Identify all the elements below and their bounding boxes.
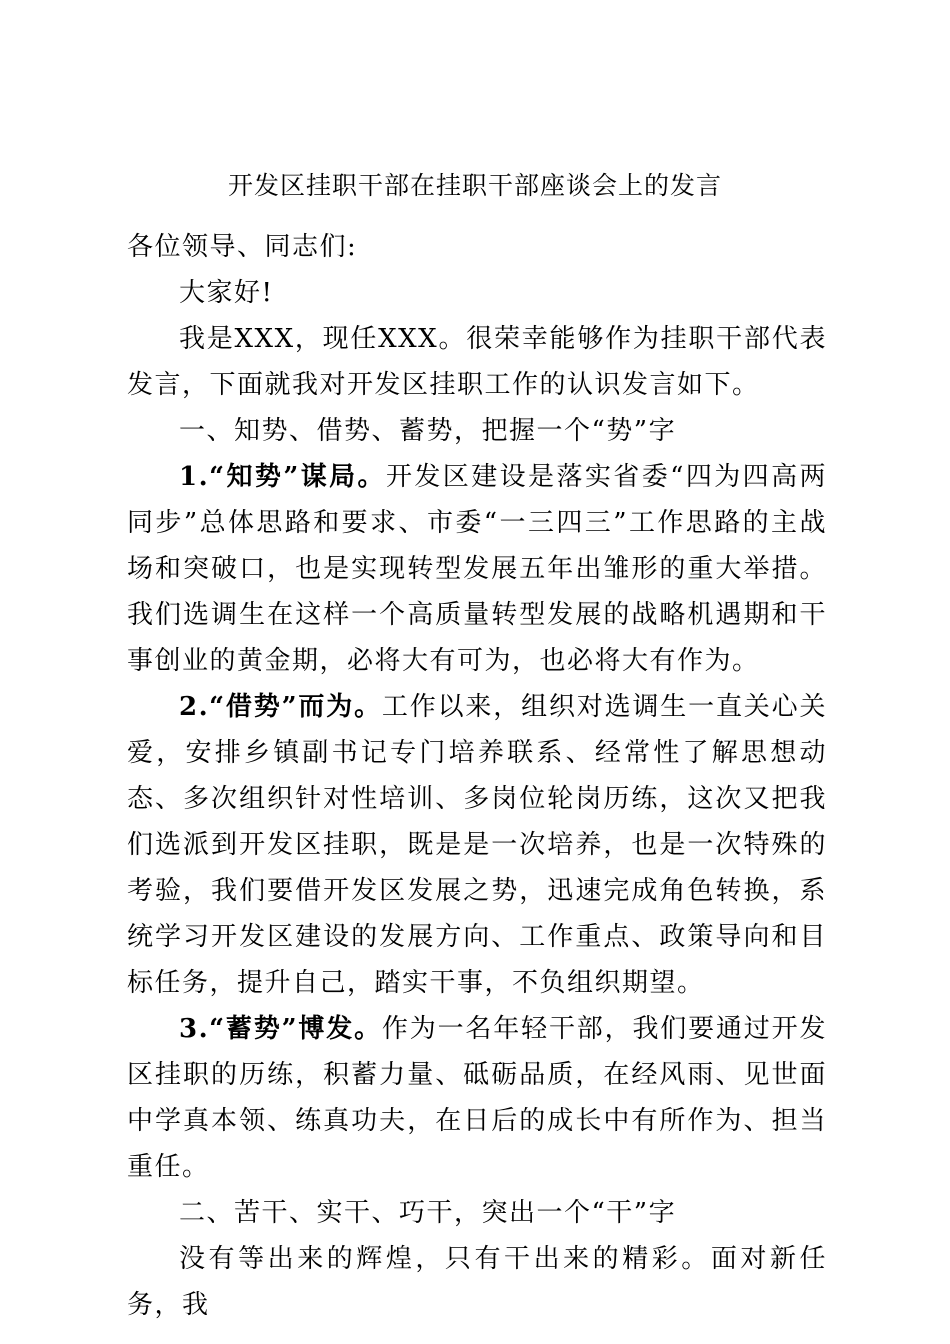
salutation: 各位领导、同志们: xyxy=(127,232,358,262)
point-paragraph-1 xyxy=(127,454,827,684)
section-2-paragraph: 没有等出来的辉煌，只有干出来的精彩。面对新任务，我 xyxy=(127,1244,827,1320)
greeting: 大家好! xyxy=(179,278,274,308)
section-heading-2: 二、苦干、实干、巧干，突出一个“干”字 xyxy=(179,1198,677,1228)
point-paragraph-3 xyxy=(127,1006,827,1190)
intro-paragraph: 我是XXX，现任XXX。很荣幸能够作为挂职干部代表发言，下面就我对开发区挂职工作的认识发言如下。 xyxy=(127,324,827,400)
document-body xyxy=(127,224,827,1328)
point-text-3: 作为一名年轻干部，我们要通过开发区挂职的历练，积蓄力量、砥砺品质，在经风雨、见世面中学真本领、练真功夫，在日后的成长中有所作为、担当重任。 xyxy=(127,1014,827,1182)
document-title: 开发区挂职干部在挂职干部座谈会上的发言 xyxy=(227,171,722,200)
point-lead-1: 1.“知势”谋局。 xyxy=(179,462,386,492)
point-lead-2: 2.“借势”而为。 xyxy=(179,692,382,722)
point-text-1: 开发区建设是落实省委“四为四高两同步”总体思路和要求、市委“一三四三”工作思路的主战场和突破口，也是实现转型发展五年出雏形的重大举措。我们选调生在这样一个高质量转型发展的战略机遇期和干事创业的黄金期，必将大有可为，也必将大有作为。 xyxy=(127,462,827,676)
point-lead-3: 3.“蓄势”博发。 xyxy=(179,1014,382,1044)
section-heading-1: 一、知势、借势、蓄势，把握一个“势”字 xyxy=(179,416,677,446)
point-paragraph-2 xyxy=(127,684,827,1006)
point-text-2: 工作以来，组织对选调生一直关心关爱，安排乡镇副书记专门培养联系、经常性了解思想动态、多次组织针对性培训、多岗位轮岗历练，这次又把我们选派到开发区挂职，既是是一次培养，也是一次特殊的考验，我们要借开发区发展之势，迅速完成角色转换，系统学习开发区建设的发展方向、工作重点、政策导向和目标任务，提升自己，踏实干事，不负组织期望。 xyxy=(127,692,827,998)
